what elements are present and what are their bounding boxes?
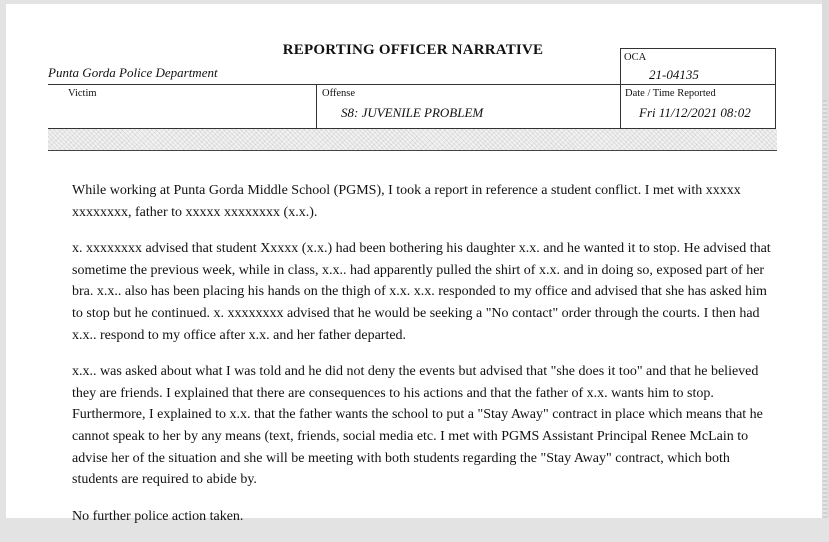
scrollbar-thumb[interactable] xyxy=(823,100,827,518)
report-title: REPORTING OFFICER NARRATIVE xyxy=(282,42,544,58)
narrative-paragraph: While working at Punta Gorda Middle School (PGMS), I took a report in reference a student conflict. I met with xxxxx xxxxxxxx, father to xxxxx xxxxxxxx (x.x.). xyxy=(72,183,741,220)
hatched-divider xyxy=(48,129,777,151)
oca-value: 21-04135 xyxy=(649,67,699,82)
offense-label: Offense xyxy=(322,88,356,99)
department-name: Punta Gorda Police Department xyxy=(48,65,218,80)
date-time-value: Fri 11/12/2021 08:02 xyxy=(639,105,751,120)
oca-box xyxy=(620,48,776,85)
date-time-cell xyxy=(620,85,776,128)
oca-label: OCA xyxy=(624,52,647,63)
narrative-paragraph: No further police action taken. xyxy=(72,508,244,524)
narrative-paragraph: x. xxxxxxxx advised that student Xxxxx (x.x.) had been bothering his daughter x.x. and he wanted it to stop. He advised that sometime the previous week, while in class, x.x.. had apparently pulled the shirt of x.x. and in doing so, exposed part of her bra. x.x.. also has been placing his hands on the thigh of x.x. x.x. responded to my office and advised that she has asked him to stop but he continued. x. xxxxxxxx advised that he would be seeking a "No contact" order through the courts. I then had x.x.. respond to my office after x.x. and her father departed. xyxy=(72,241,771,343)
document-page xyxy=(6,4,822,524)
offense-cell xyxy=(316,85,621,128)
victim-label: Victim xyxy=(68,88,97,99)
vertical-scrollbar[interactable] xyxy=(822,0,829,518)
victim-cell xyxy=(48,85,316,128)
info-row xyxy=(48,84,776,129)
date-time-label: Date / Time Reported xyxy=(625,88,716,99)
narrative-body xyxy=(72,180,772,542)
narrative-paragraph: x.x.. was asked about what I was told and he did not deny the events but advised that "she does it too" and that he believed they are friends. I explained that there are consequences to his actions and that the father of x.x. wants him to stop. Furthermore, I explained to x.x. that the father wants the school to put a "Stay Away" contract in place which means that he cannot speak to her by any means (text, friends, social media etc. I met with PGMS Assistant Principal Renee McLain to advise her of the situation and she will be meeting with both students regarding the "Stay Away" contract, which both students are required to abide by. xyxy=(72,364,763,488)
offense-value: S8: JUVENILE PROBLEM xyxy=(341,105,484,120)
